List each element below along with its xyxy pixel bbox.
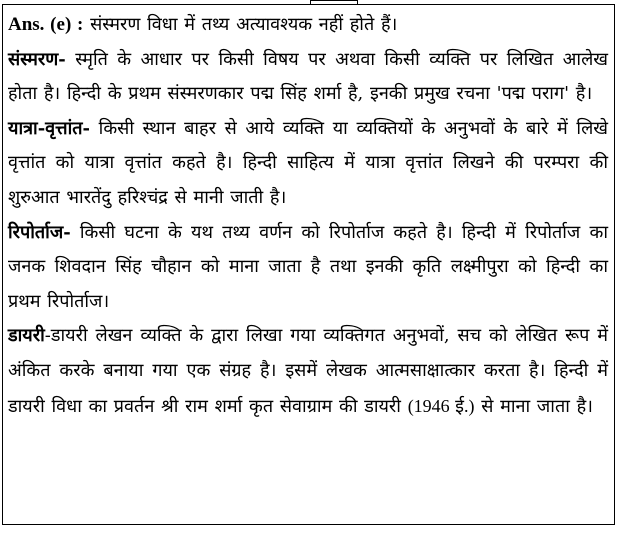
answer-content <box>8 8 608 424</box>
section-dayri <box>8 319 608 424</box>
answer-text: संस्मरण विधा में तथ्य अत्यावश्यक नहीं होते हैं। <box>83 14 398 35</box>
term-yatra-vrittant: यात्रा-वृत्तांत- <box>8 117 91 139</box>
section-yatra-vrittant <box>8 112 608 216</box>
body-dayri-after: से माना जाता है। <box>474 395 593 417</box>
body-dayri-year: (1946 ई.) <box>407 395 475 416</box>
answer-label: Ans. (e) : <box>8 14 84 35</box>
body-reportaj: किसी घटना के यथ तथ्य वर्णन को रिपोर्ताज कहते है। हिन्दी में रिपोर्ताज का जनक शिवदान सिंह चौहान को माना जाता है तथा इनकी कृति लक्ष्मीपुरा को हिन्दी का प्रथम रिपोर्ताज। <box>8 221 608 312</box>
body-dayri-before: -डायरी लेखन व्यक्ति के द्वारा लिखा गया व्यक्तिगत अनुभवों, सच को लेखित रूप में अंकित करके बनाया गया एक संग्रह है। इसमें लेखक आत्मसाक्षात्कार करता है। हिन्दी में डायरी विधा का प्रवर्तन श्री राम शर्मा कृत सेवाग्राम की डायरी <box>8 325 608 417</box>
section-reportaj <box>8 216 608 320</box>
body-sansmaran: स्मृति के आधार पर किसी विषय पर अथवा किसी व्यक्ति पर लिखित आलेख होता है। हिन्दी के प्रथम संस्मरणकार पद्म सिंह शर्मा है, इनकी प्रमुख रचना 'पद्म पराग' है। <box>8 48 608 105</box>
section-sansmaran <box>8 43 608 112</box>
term-dayri: डायरी <box>8 325 45 347</box>
term-sansmaran: संस्मरण- <box>8 48 66 70</box>
body-yatra-vrittant: किसी स्थान बाहर से आये व्यक्ति या व्यक्तियों के अनुभवों के बारे में लिखे वृत्तांत को यात्रा वृत्तांत कहते है। हिन्दी साहित्य में यात्रा वृत्तांत लिखने की परम्परा की शुरुआत भारतेंदु हरिश्चंद्र से मानी जाती है। <box>8 117 608 208</box>
term-reportaj: रिपोर्ताज- <box>8 221 71 243</box>
answer-line <box>8 8 608 43</box>
